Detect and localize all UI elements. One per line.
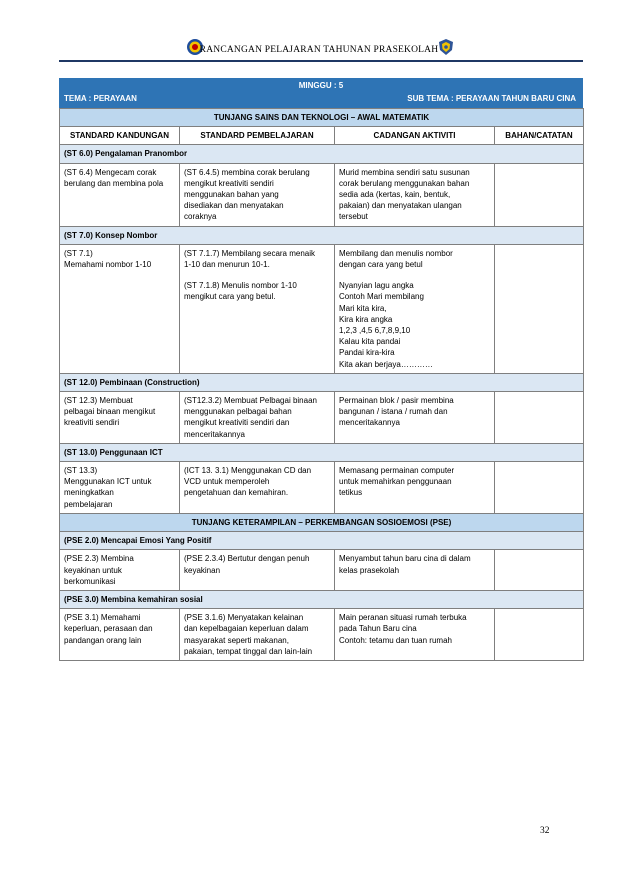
cell-catatan — [495, 244, 584, 373]
tema-label: TEMA : PERAYAAN — [64, 94, 137, 103]
cell-line: (ST 6.4.5) membina corak berulang — [184, 167, 310, 177]
cell-line: mengikut kreativiti sendiri — [184, 178, 274, 188]
cell-line: dengan cara yang betul — [339, 260, 423, 270]
column-header: STANDARD KANDUNGAN — [60, 127, 180, 145]
cell-aktiviti — [335, 163, 495, 226]
cell-line: menggunakan bahan yang — [184, 190, 279, 200]
standard-group-title: (ST 12.0) Pembinaan (Construction) — [60, 373, 584, 391]
cell-line: pakaian, tempat tinggal dan lain-lain — [184, 646, 313, 656]
subtema-label: SUB TEMA : PERAYAAN TAHUN BARU CINA — [407, 94, 576, 103]
cell-line: (ST 7.1.7) Membilang secara menaik — [184, 248, 316, 258]
cell-line: pakaian) dan menyatakan ulangan — [339, 201, 462, 211]
cell-catatan — [495, 392, 584, 444]
column-header: STANDARD PEMBELAJARAN — [180, 127, 335, 145]
cell-kandungan — [60, 609, 180, 661]
cell-line: sedia ada (kertas, kain, bentuk, — [339, 190, 451, 200]
cell-line: 1,2,3 ,4,5 6,7,8,9,10 — [339, 326, 411, 336]
cell-line: keyakinan — [184, 565, 221, 575]
school-logo-icon — [437, 38, 455, 56]
cell-line: (ST 12.3) Membuat — [64, 396, 133, 406]
cell-line: Main peranan situasi rumah terbuka — [339, 613, 467, 623]
cell-kandungan — [60, 550, 180, 591]
section-title: TUNJANG KETERAMPILAN – PERKEMBANGAN SOSIOEMOSI (PSE) — [60, 513, 584, 531]
cell-kandungan — [60, 462, 180, 514]
section-title: TUNJANG SAINS DAN TEKNOLOGI – AWAL MATEMATIK — [60, 109, 584, 127]
cell-line: tersebut — [339, 212, 368, 222]
cell-line: mengikut kreativiti sendiri dan — [184, 418, 290, 428]
cell-pembelajaran — [180, 609, 335, 661]
standard-group-row — [60, 145, 584, 163]
section-header-row — [60, 109, 584, 127]
standard-group-title: (ST 6.0) Pengalaman Pranombor — [60, 145, 584, 163]
cell-line: berkomunikasi — [64, 576, 116, 586]
cell-line: (ICT 13. 3.1) Menggunakan CD dan — [184, 466, 312, 476]
cell-line: dan kepelbagaian keperluan dalam — [184, 624, 309, 634]
cell-line: 1-10 dan menurun 10-1. — [184, 260, 270, 270]
cell-catatan — [495, 609, 584, 661]
cell-line: masyarakat seperti makanan, — [184, 635, 289, 645]
cell-line: tetikus — [339, 488, 363, 498]
standard-group-row — [60, 226, 584, 244]
standard-group-title: (PSE 2.0) Mencapai Emosi Yang Positif — [60, 532, 584, 550]
page-number: 32 — [540, 826, 550, 836]
cell-line: pandangan orang lain — [64, 635, 142, 645]
cell-line: Menggunakan ICT untuk — [64, 477, 152, 487]
cell-kandungan — [60, 392, 180, 444]
cell-catatan — [495, 163, 584, 226]
week-bar — [59, 78, 583, 108]
cell-line: coraknya — [184, 212, 217, 222]
cell-pembelajaran — [180, 392, 335, 444]
cell-line: Menyambut tahun baru cina di dalam — [339, 554, 471, 564]
cell-aktiviti — [335, 244, 495, 373]
cell-line: (ST 7.1) — [64, 248, 93, 258]
standard-group-row — [60, 590, 584, 608]
cell-aktiviti — [335, 392, 495, 444]
line-gap — [339, 270, 490, 280]
cell-kandungan — [60, 244, 180, 373]
cell-line: Membilang dan menulis nombor — [339, 248, 453, 258]
cell-line: (PSE 2.3.4) Bertutur dengan penuh — [184, 554, 310, 564]
table-row — [60, 163, 584, 226]
cell-line: (ST 13.3) — [64, 466, 98, 476]
cell-line: disediakan dan menyatakan — [184, 201, 284, 211]
cell-pembelajaran — [180, 550, 335, 591]
standard-group-title: (PSE 3.0) Membina kemahiran sosial — [60, 590, 584, 608]
cell-line: meningkatkan — [64, 488, 114, 498]
cell-line: keperluan, perasaan dan — [64, 624, 153, 634]
cell-line: mengikut cara yang betul. — [184, 292, 276, 302]
cell-catatan — [495, 550, 584, 591]
cell-line: Nyanyian lagu angka — [339, 281, 414, 291]
cell-line: (ST12.3.2) Membuat Pelbagai binaan — [184, 396, 317, 406]
cell-line: kreativiti sendiri — [64, 418, 120, 428]
cell-line: pelbagai binaan mengikut — [64, 407, 156, 417]
cell-line: Kalau kita pandai — [339, 337, 401, 347]
cell-line: untuk memahirkan penggunaan — [339, 477, 452, 487]
line-gap — [184, 270, 330, 280]
cell-line: pada Tahun Baru cina — [339, 624, 417, 634]
cell-pembelajaran — [180, 244, 335, 373]
table-row — [60, 550, 584, 591]
cell-catatan — [495, 462, 584, 514]
page-header-title: RANCANGAN PELAJARAN TAHUNAN PRASEKOLAH — [199, 45, 439, 55]
section-header-row — [60, 513, 584, 531]
column-header-row — [60, 127, 584, 145]
lesson-plan-table — [59, 108, 584, 661]
week-label: MINGGU : 5 — [298, 81, 344, 90]
cell-aktiviti — [335, 609, 495, 661]
cell-aktiviti — [335, 550, 495, 591]
cell-kandungan — [60, 163, 180, 226]
cell-line: (PSE 3.1) Memahami — [64, 613, 141, 623]
cell-line: Mari kita kira, — [339, 303, 387, 313]
cell-line: berulang dan membina pola — [64, 178, 164, 188]
cell-line: Memasang permainan computer — [339, 466, 455, 476]
cell-line: corak berulang menggunakan bahan — [339, 178, 470, 188]
table-row — [60, 462, 584, 514]
page-header — [0, 38, 638, 64]
standard-group-title: (ST 7.0) Konsep Nombor — [60, 226, 584, 244]
cell-line: pengetahuan dan kemahiran. — [184, 488, 289, 498]
cell-line: Kita akan berjaya………… — [339, 359, 433, 369]
cell-line: (PSE 3.1.6) Menyatakan kelainan — [184, 613, 304, 623]
cell-line: Contoh: tetamu dan tuan rumah — [339, 635, 452, 645]
cell-line: menggunakan pelbagai bahan — [184, 407, 292, 417]
cell-line: Contoh Mari membilang — [339, 292, 424, 302]
cell-line: menceritakannya — [184, 429, 245, 439]
standard-group-title: (ST 13.0) Penggunaan ICT — [60, 443, 584, 461]
table-row — [60, 244, 584, 373]
cell-line: keyakinan untuk — [64, 565, 122, 575]
cell-line: Pandai kira-kira — [339, 348, 395, 358]
table-row — [60, 609, 584, 661]
cell-line: VCD untuk memperoleh — [184, 477, 270, 487]
table-row — [60, 392, 584, 444]
cell-line: Permainan blok / pasir membina — [339, 396, 454, 406]
standard-group-row — [60, 532, 584, 550]
standard-group-row — [60, 443, 584, 461]
cell-line: (ST 7.1.8) Menulis nombor 1-10 — [184, 281, 297, 291]
header-divider — [59, 60, 583, 62]
standard-group-row — [60, 373, 584, 391]
cell-line: kelas prasekolah — [339, 565, 400, 575]
cell-line: Murid membina sendiri satu susunan — [339, 167, 470, 177]
cell-line: (PSE 2.3) Membina — [64, 554, 134, 564]
cell-line: menceritakannya — [339, 418, 400, 428]
cell-pembelajaran — [180, 163, 335, 226]
cell-line: pembelajaran — [64, 499, 113, 509]
cell-line: Kira kira angka — [339, 314, 393, 324]
column-header: BAHAN/CATATAN — [495, 127, 584, 145]
cell-aktiviti — [335, 462, 495, 514]
cell-pembelajaran — [180, 462, 335, 514]
cell-line: Memahami nombor 1-10 — [64, 260, 152, 270]
cell-line: (ST 6.4) Mengecam corak — [64, 167, 157, 177]
cell-line: bangunan / istana / rumah dan — [339, 407, 448, 417]
column-header: CADANGAN AKTIVITI — [335, 127, 495, 145]
